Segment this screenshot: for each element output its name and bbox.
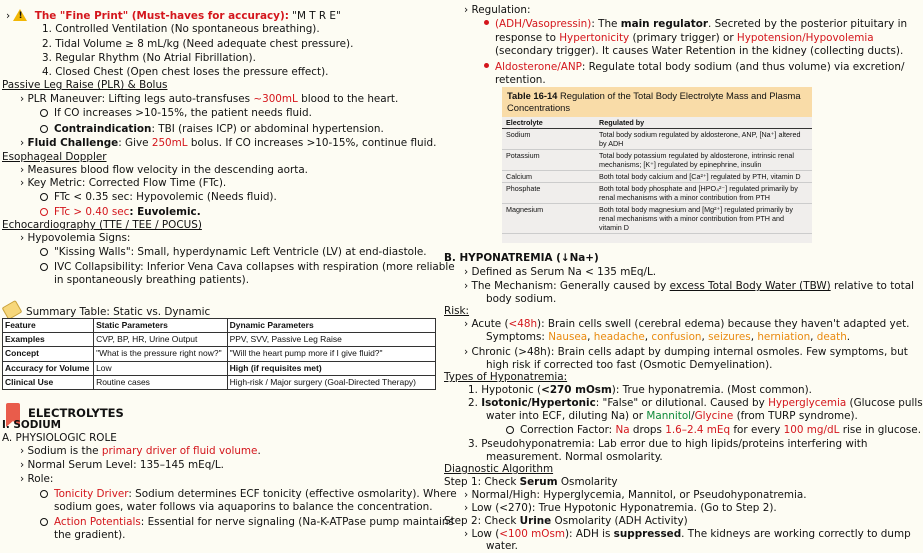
sodium-role: › Sodium is the primary driver of fluid volume. xyxy=(20,445,261,457)
figure-caption: Table 16-14 Regulation of the Total Body Electrolyte Mass and Plasma Concentrations xyxy=(502,87,812,117)
adh-line: (ADH/Vasopressin): The main regulator. Secreted by the posterior pituitary in xyxy=(484,18,907,31)
table-cell: High-risk / Major surgery (Goal-Directed Therapy) xyxy=(227,375,435,389)
summary-title: Summary Table: Static vs. Dynamic xyxy=(4,303,210,319)
type-2-cont: water into ECF, diluting Na) or Mannitol/Glycine (from TURP syndrome). xyxy=(486,410,858,422)
table-cell: "Will the heart pump more if I give fluid?" xyxy=(227,347,435,361)
table-cell: CVP, BP, HR, Urine Output xyxy=(94,333,228,347)
hyponatremia-heading: B. HYPONATREMIA (↓Na+) xyxy=(444,252,599,264)
list-item: 4. Closed Chest (Open chest loses the pressure effect). xyxy=(42,66,329,78)
tonicity-cont: sodium goes, water follows via aquaporins to balance the concentration. xyxy=(54,501,433,513)
table-cell: Potassium xyxy=(502,150,595,171)
section-title: I. SODIUM xyxy=(2,419,62,431)
table-cell: Sodium xyxy=(502,129,595,150)
step-1-low: › Low (<270): True Hypotonic Hyponatremia. (Go to Step 2). xyxy=(464,502,777,514)
plr-contra: Contraindication: TBI (raises ICP) or abdominal hypertension. xyxy=(40,123,384,136)
table-cell: Accuracy for Volume xyxy=(3,361,94,375)
table-cell: Routine cases xyxy=(94,375,228,389)
regulation-label: › Regulation: xyxy=(464,4,531,16)
type-1: 1. Hypotonic (<270 mOsm): True hyponatremia. (Most common). xyxy=(468,384,812,396)
type-2: 2. Isotonic/Hypertonic: "False" or dilutional. Caused by Hyperglycemia (Glucose pulls xyxy=(468,397,923,409)
caret-icon: › xyxy=(6,10,11,22)
doppler-ftc2: FTc > 0.40 sec: Euvolemic. xyxy=(40,206,201,219)
table-header: Feature xyxy=(3,319,94,333)
table-row xyxy=(502,150,812,171)
list-item: 3. Regular Rhythm (No Atrial Fibrillation). xyxy=(42,52,256,64)
table-cell: PPV, SVV, Passive Leg Raise xyxy=(227,333,435,347)
table-cell: Total body potassium regulated by aldosterone, intrinsic renal mechanisms; [K⁺] regulated by epinephrine, insulin xyxy=(595,150,812,171)
hypo-mech: › The Mechanism: Generally caused by excess Total Body Water (TBW) relative to total xyxy=(464,280,914,292)
risk-label: Risk: xyxy=(444,305,470,317)
echo-ivc-cont: in spontaneously breathing patients). xyxy=(54,274,250,286)
table-cell: High (if requisites met) xyxy=(227,361,435,375)
table-cell: Examples xyxy=(3,333,94,347)
doppler-heading: Esophageal Doppler xyxy=(2,151,107,163)
table-cell: Concept xyxy=(3,347,94,361)
hypo-def: › Defined as Serum Na < 135 mEq/L. xyxy=(464,266,657,278)
summary-table xyxy=(2,318,436,390)
table-row xyxy=(3,361,436,375)
table-header-row xyxy=(3,319,436,333)
doppler-metric: › Key Metric: Corrected Flow Time (FTc). xyxy=(20,177,227,189)
textbook-table-figure xyxy=(502,87,812,243)
symptoms-line: Symptoms: Nausea, headache, confusion, seizures, herniation, death. xyxy=(486,331,851,343)
step-2: Step 2: Check Urine Osmolarity (ADH Activity) xyxy=(444,515,688,527)
acute-line: › Acute (<48h): Brain cells swell (cerebral edema) because they haven't adapted yet. xyxy=(464,318,910,330)
fine-print-title: The "Fine Print" (Must-haves for accuracy): xyxy=(34,10,289,22)
type-3: 3. Pseudohyponatremia: Lab error due to high lipids/proteins interfering with xyxy=(468,438,868,450)
correction-factor: Correction Factor: Na drops 1.6–2.4 mEq for every 100 mg/dL rise in glucose. xyxy=(506,424,921,437)
table-cell: Both total body phosphate and [HPO₄²⁻] regulated primarily by renal mechanisms with a minor contribution from PTH xyxy=(595,183,812,204)
plr-co: If CO increases >10-15%, the patient needs fluid. xyxy=(40,107,312,120)
fine-print-heading xyxy=(6,9,341,23)
subsection-title: A. PHYSIOLOGIC ROLE xyxy=(2,432,117,444)
table-header: Regulated by xyxy=(595,117,812,129)
step-1-high: › Normal/High: Hyperglycemia, Mannitol, or Pseudohyponatremia. xyxy=(464,489,807,501)
table-row xyxy=(502,129,812,150)
chronic-line: › Chronic (>48h): Brain cells adapt by dumping internal osmoles. Few symptoms, but xyxy=(464,346,908,358)
action-potentials: Action Potentials: Essential for nerve signaling (Na-K-ATPase pump maintains xyxy=(40,516,454,529)
adh-line-2: response to Hypertonicity (primary trigger) or Hypotension/Hypovolemia xyxy=(495,32,874,44)
action-potentials-cont: the gradient). xyxy=(54,529,126,541)
echo-heading: Echocardiography (TTE / TEE / POCUS) xyxy=(2,219,202,231)
table-header: Dynamic Parameters xyxy=(227,319,435,333)
table-row xyxy=(3,333,436,347)
doppler-ftc1: FTc < 0.35 sec: Hypovolemic (Needs fluid). xyxy=(40,191,277,204)
chronic-cont: high risk if corrected too fast (Osmotic Demyelination). xyxy=(486,359,773,371)
table-cell: Both total body magnesium and [Mg²⁺] regulated primarily by renal mechanisms with a minor contribution from PTH and vitamin D xyxy=(595,204,812,234)
tonicity-driver: Tonicity Driver: Sodium determines ECF tonicity (effective osmolarity). Where xyxy=(40,488,457,501)
table-cell: Magnesium xyxy=(502,204,595,234)
table-header: Static Parameters xyxy=(94,319,228,333)
type-3-cont: measurement. Normal osmolarity. xyxy=(486,451,663,463)
plr-heading: Passive Leg Raise (PLR) & Bolus xyxy=(2,79,168,91)
step-1: Step 1: Check Serum Osmolarity xyxy=(444,476,618,488)
echo-kissing: "Kissing Walls": Small, hyperdynamic Left Ventricle (LV) at end-diastole. xyxy=(40,246,427,259)
echo-signs: › Hypovolemia Signs: xyxy=(20,232,131,244)
table-row xyxy=(502,204,812,234)
sodium-role-label: › Role: xyxy=(20,473,54,485)
table-cell: Low xyxy=(94,361,228,375)
algorithm-heading: Diagnostic Algorithm xyxy=(444,463,554,475)
warning-icon xyxy=(13,9,27,21)
table-cell: Total body sodium regulated by aldosterone, ANP, [Na⁺] altered by ADH xyxy=(595,129,812,150)
list-item: 2. Tidal Volume ≥ 8 mL/kg (Need adequate chest pressure). xyxy=(42,38,354,50)
table-cell: Phosphate xyxy=(502,183,595,204)
step-2-low: › Low (<100 mOsm): ADH is suppressed. The kidneys are working correctly to dump xyxy=(464,528,911,540)
list-item: 1. Controlled Ventilation (No spontaneous breathing). xyxy=(42,23,320,35)
table-row xyxy=(502,183,812,204)
table-cell: Both total body calcium and [Ca²⁺] regulated by PTH, vitamin D xyxy=(595,171,812,183)
plr-maneuver: › PLR Maneuver: Lifting legs auto-transfuses ~300mL blood to the heart. xyxy=(20,93,399,105)
electrolyte-table xyxy=(502,117,812,234)
electrolytes-heading: ELECTROLYTES xyxy=(6,403,124,421)
echo-ivc: IVC Collapsibility: Inferior Vena Cava collapses with respiration (more reliable xyxy=(40,261,455,274)
step-2-low-cont: water. xyxy=(486,540,518,552)
types-heading: Types of Hyponatremia: xyxy=(444,371,568,383)
hypo-mech-cont: body sodium. xyxy=(486,293,557,305)
fine-print-mnemonic: "M T R E" xyxy=(292,10,341,22)
table-header: Electrolyte xyxy=(502,117,595,129)
table-cell: "What is the pressure right now?" xyxy=(94,347,228,361)
table-header-row xyxy=(502,117,812,129)
table-row xyxy=(3,347,436,361)
table-cell: Calcium xyxy=(502,171,595,183)
table-row xyxy=(502,171,812,183)
doppler-measures: › Measures blood flow velocity in the descending aorta. xyxy=(20,164,308,176)
aldosterone-line-2: retention. xyxy=(495,74,546,86)
sodium-normal: › Normal Serum Level: 135–145 mEq/L. xyxy=(20,459,224,471)
adh-line-3: (secondary trigger). It causes Water Retention in the kidney (collecting ducts). xyxy=(495,45,904,57)
table-row xyxy=(3,375,436,389)
table-cell: Clinical Use xyxy=(3,375,94,389)
plr-fluid: › Fluid Challenge: Give 250mL bolus. If CO increases >10-15%, continue fluid. xyxy=(20,137,437,149)
aldosterone-line: Aldosterone/ANP: Regulate total body sodium (and thus volume) via excretion/ xyxy=(484,61,905,74)
